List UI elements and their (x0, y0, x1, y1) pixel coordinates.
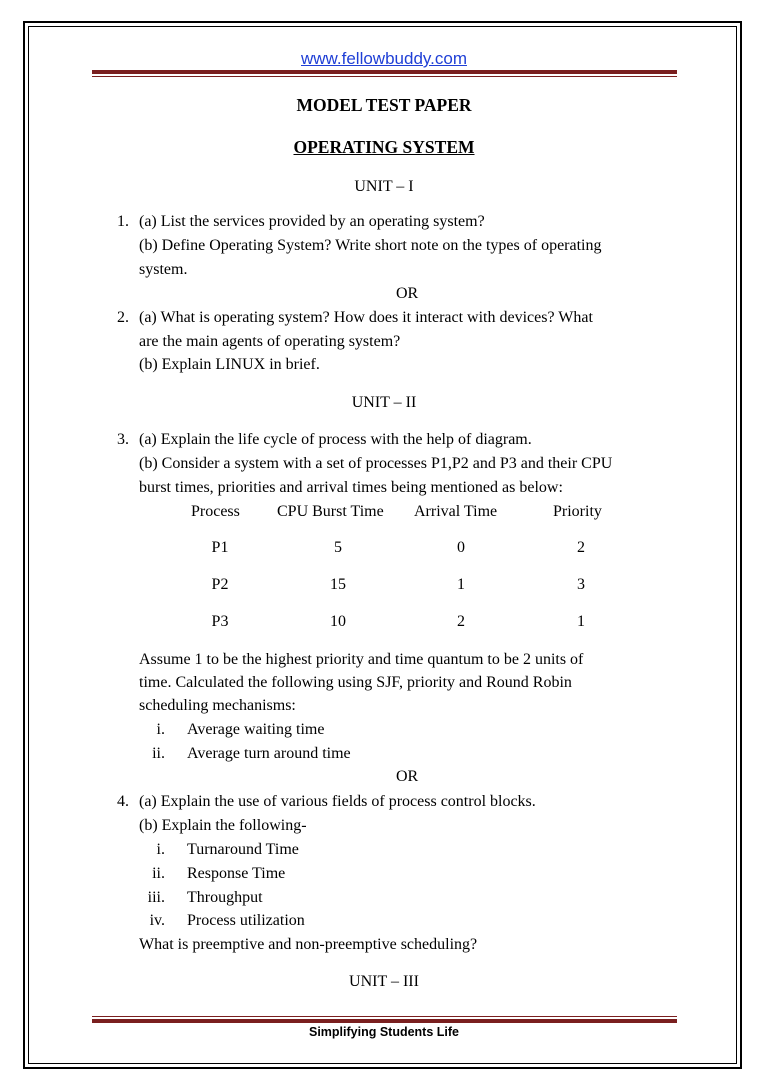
question-number-1: 1. (117, 213, 129, 230)
q3-line-3: burst times, priorities and arrival times being mentioned as below: (139, 479, 563, 496)
table-cell: 2 (457, 613, 465, 630)
table-cell: 3 (577, 576, 585, 593)
q3-after-1: Assume 1 to be the highest priority and time quantum to be 2 units of (139, 651, 584, 668)
question-number-3: 3. (117, 431, 129, 448)
list-item: Process utilization (187, 912, 305, 929)
table-cell: P1 (211, 539, 229, 556)
table-header-burst: CPU Burst Time (277, 503, 384, 520)
table-header-arrival: Arrival Time (414, 503, 498, 520)
q3-after-2: time. Calculated the following using SJF, priority and Round Robin (139, 674, 572, 691)
header-rule (92, 70, 677, 74)
unit-heading-2: UNIT – II (351, 394, 417, 411)
list-item: Average waiting time (187, 721, 325, 738)
table-cell: 1 (577, 613, 585, 630)
table-cell: 5 (334, 539, 342, 556)
unit-heading-3: UNIT – III (349, 973, 419, 990)
table-cell: 10 (330, 613, 346, 630)
q4-line-1: (a) Explain the use of various fields of process control blocks. (139, 793, 536, 810)
list-item: Throughput (187, 889, 263, 906)
list-item-number: i. (156, 721, 165, 738)
q2-line-3: (b) Explain LINUX in brief. (139, 356, 320, 373)
list-item: Turnaround Time (187, 841, 299, 858)
list-item-number: ii. (152, 745, 165, 762)
q3-after-3: scheduling mechanisms: (139, 697, 296, 714)
q3-line-1: (a) Explain the life cycle of process with the help of diagram. (139, 431, 532, 448)
list-item: Response Time (187, 865, 286, 882)
footer-text: Simplifying Students Life (308, 1025, 459, 1039)
table-cell: 2 (577, 539, 585, 556)
list-item: Average turn around time (187, 745, 351, 762)
header-rule-thin (92, 76, 677, 77)
table-header-process: Process (191, 503, 240, 520)
q4-closing: What is preemptive and non-preemptive scheduling? (139, 936, 478, 953)
q4-line-2: (b) Explain the following- (139, 817, 307, 834)
table-cell: 0 (457, 539, 465, 556)
q3-line-2: (b) Consider a system with a set of processes P1,P2 and P3 and their CPU (139, 455, 613, 472)
table-cell: 15 (330, 576, 346, 593)
table-header-priority: Priority (553, 503, 602, 520)
list-item-number: ii. (152, 865, 165, 882)
table-cell: P3 (211, 613, 229, 630)
q2-line-2: are the main agents of operating system? (139, 333, 401, 350)
table-cell: 1 (457, 576, 465, 593)
list-item-number: iv. (149, 912, 165, 929)
footer-rule (92, 1019, 677, 1023)
unit-heading-1: UNIT – I (354, 178, 414, 195)
q1-line-3: system. (139, 261, 188, 278)
question-number-2: 2. (117, 309, 129, 326)
footer-rule-thin (92, 1016, 677, 1017)
question-number-4: 4. (117, 793, 129, 810)
table-cell: P2 (211, 576, 229, 593)
list-item-number: iii. (147, 889, 165, 906)
q2-line-1: (a) What is operating system? How does it interact with devices? What (139, 309, 593, 326)
or-separator-1: OR (396, 285, 419, 302)
header-link[interactable]: www.fellowbuddy.com (301, 49, 467, 68)
page-title: MODEL TEST PAPER (296, 95, 472, 115)
list-item-number: i. (156, 841, 165, 858)
page-subtitle: OPERATING SYSTEM (293, 137, 475, 157)
q1-line-2: (b) Define Operating System? Write short note on the types of operating (139, 237, 602, 254)
q1-line-1: (a) List the services provided by an operating system? (139, 213, 485, 230)
or-separator-2: OR (396, 768, 419, 785)
